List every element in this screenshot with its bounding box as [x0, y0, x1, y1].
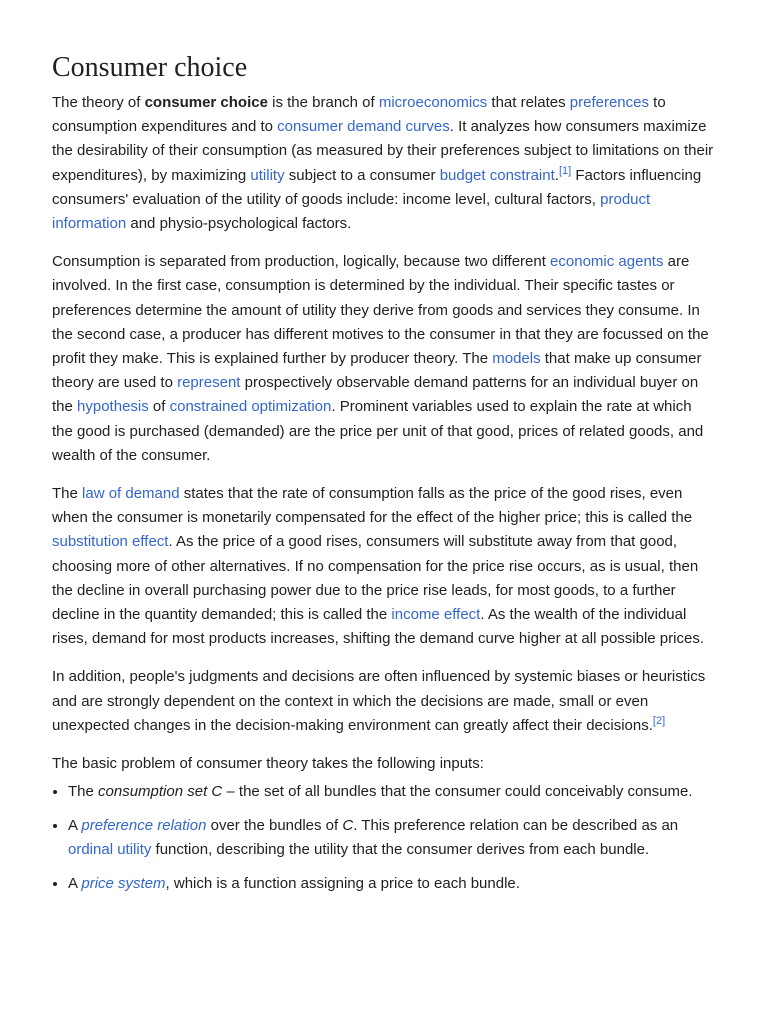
- list-item: [68, 780, 716, 804]
- text: The: [68, 783, 99, 801]
- text: – the set of all bundles that the consumer could conceivably consume.: [222, 783, 693, 801]
- text: function, describing the utility that the consumer derives from each bundle.: [151, 841, 650, 859]
- text: of: [148, 398, 170, 416]
- link-preferences[interactable]: preferences: [569, 94, 649, 111]
- text: prospectively observable demand patterns for an individual buyer on the: [52, 374, 699, 416]
- link-utility[interactable]: utility: [250, 166, 285, 184]
- link-consumer-demand-curves[interactable]: consumer demand curves: [277, 118, 450, 136]
- text: The: [52, 485, 83, 503]
- link-budget-constraint[interactable]: budget constraint: [439, 166, 555, 184]
- paragraph-consumption: [52, 250, 716, 468]
- text: Consumption is separated from production, logically, because two different: [52, 253, 551, 271]
- link-substitution-effect[interactable]: substitution effect: [52, 533, 169, 551]
- text: In addition, people's judgments and decisions are often influenced by systemic biases or heuristics and are strongly dependent on the context in which the decisions are made, small or even unexpected changes in the decision-making environment can greatly affect their decisions.: [52, 668, 706, 734]
- list-item: [68, 814, 716, 862]
- paragraph-intro: [52, 91, 716, 236]
- italic-term: C: [342, 816, 354, 834]
- text: are involved. In the first case, consumption is determined by the individual. Their specific tastes or preferences determine the amount of utility they derive from goods and services they consume. In the second case, a producer has different motives to the consumer in that they are focussed on the profit they make. This is explained further by producer theory. The: [52, 253, 709, 368]
- link-law-of-demand[interactable]: law of demand: [82, 485, 180, 503]
- page-title: Consumer choice: [52, 52, 248, 83]
- citation-1[interactable]: [559, 165, 571, 177]
- citation-link-1[interactable]: [1]: [558, 164, 572, 177]
- link-represent[interactable]: represent: [177, 374, 241, 392]
- text: The basic problem of consumer theory takes the following inputs:: [52, 755, 484, 773]
- text: to consumption expenditures and to: [52, 94, 666, 136]
- list-item: [68, 872, 716, 896]
- text: . It analyzes how consumers maximize the desirability of their consumption (as measured by their preferences subject to limitations on their expenditures), by maximizing: [52, 118, 714, 184]
- italic-term: consumption set C: [98, 783, 223, 801]
- bold-term-consumer-choice: consumer choice: [144, 94, 268, 111]
- link-income-effect[interactable]: income effect: [391, 606, 481, 624]
- text: , which is a function assigning a price to each bundle.: [165, 874, 520, 892]
- text: that make up consumer theory are used to: [52, 350, 702, 392]
- link-price-system[interactable]: price system: [81, 874, 166, 892]
- paragraph-biases: [52, 665, 716, 738]
- text: that relates: [487, 94, 570, 111]
- text: A: [68, 874, 82, 892]
- text: . Prominent variables used to explain the rate at which the good is purchased (demanded) are the price per unit of that good, prices of related goods, and wealth of the consumer.: [52, 398, 704, 464]
- inputs-list: [52, 780, 716, 896]
- link-preference-relation[interactable]: preference relation: [81, 816, 207, 834]
- text: . As the price of a good rises, consumers will substitute away from that good, choosing more of other alternatives. If no compensation for the price rise occurs, as is usual, then the decline in overall purchasing power due to the price rise leads, for most goods, to a further decline in the quantity demanded; this is called the: [52, 533, 699, 624]
- link-economic-agents[interactable]: economic agents: [550, 253, 664, 271]
- link-models[interactable]: models: [492, 350, 541, 368]
- text: Factors influencing consumers' evaluation of the utility of goods include: income level, cultural factors,: [52, 166, 702, 208]
- text: states that the rate of consumption falls as the price of the good rises, even when the consumer is monetarily compensated for the effect of the higher price; this is called the: [52, 485, 693, 527]
- text: .: [554, 166, 559, 184]
- text: . As the wealth of the individual rises, demand for most products increases, shifting the demand curve higher at all possible prices.: [52, 606, 704, 648]
- text: and physio-psychological factors.: [126, 215, 352, 233]
- text: A: [68, 816, 82, 834]
- text: over the bundles of: [206, 816, 343, 834]
- text: The theory of: [52, 94, 145, 111]
- citation-link-2[interactable]: [2]: [652, 714, 666, 727]
- text: is the branch of: [267, 94, 379, 111]
- paragraph-basic-problem: [52, 752, 716, 776]
- link-product-information[interactable]: product information: [52, 190, 651, 233]
- paragraph-law-of-demand: [52, 482, 716, 651]
- citation-2[interactable]: [653, 715, 665, 727]
- link-constrained-optimization[interactable]: constrained optimization: [169, 398, 332, 416]
- text: . This preference relation can be described as an: [353, 816, 679, 834]
- link-ordinal-utility[interactable]: ordinal utility: [68, 841, 152, 859]
- link-hypothesis[interactable]: hypothesis: [77, 398, 149, 416]
- text: subject to a consumer: [284, 166, 440, 184]
- link-microeconomics[interactable]: microeconomics: [378, 94, 488, 111]
